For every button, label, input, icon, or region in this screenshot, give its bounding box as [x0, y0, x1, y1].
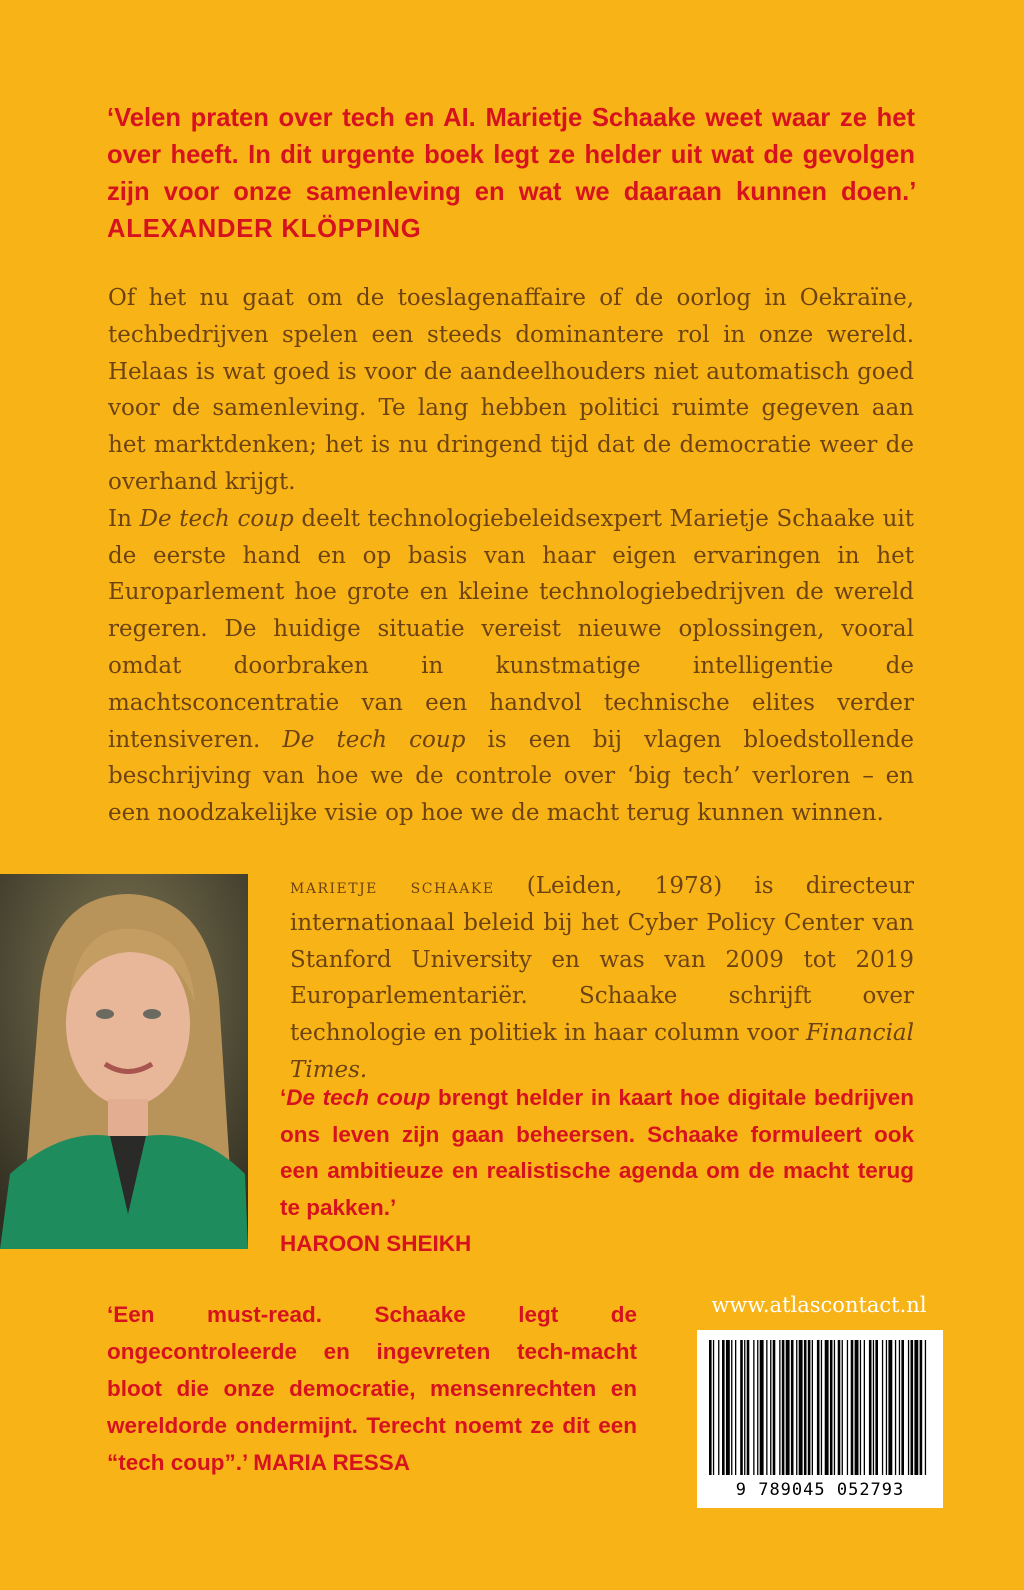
description-text-2: is een bij vlagen bloedstollende beschrijving van hoe we de controle over ‘big tech’ verloren – en een noodzakelijke visie op hoe we de macht terug kunnen winnen.	[108, 726, 915, 827]
middle-quote-author: HAROON SHEIKH	[280, 1231, 472, 1256]
publisher-url: www.atlascontact.nl	[711, 1293, 927, 1317]
middle-quote	[280, 1080, 914, 1263]
quote-open-mark: ‘	[280, 1085, 287, 1110]
book-title-italic: De tech coup	[139, 505, 294, 532]
description-paragraph-2	[108, 501, 914, 832]
author-bio	[290, 868, 914, 1089]
barcode-icon	[705, 1340, 935, 1478]
isbn-barcode	[697, 1330, 943, 1508]
bottom-quote	[107, 1296, 637, 1481]
bio-text: (Leiden, 1978) is directeur internationaal beleid bij het Cyber Policy Center van Stanford University en was van 2009 tot 2019 Europarlementariër. Schaake schrijft over technologie en politiek in haar column voor	[290, 873, 914, 1047]
middle-quote-text: brengt helder in kaart hoe digitale bedrijven ons leven zijn gaan beheersen. Schaake formuleert ook een ambitieuze en realistische agenda om de macht terug te pakken.’	[280, 1085, 914, 1220]
description-text: deelt technologiebeleidsexpert Marietje Schaake uit de eerste hand en op basis van haar eigen ervaringen in het Europarlement hoe grote en kleine technologiebedrijven de wereld regeren. De huidige situatie vereist nieuwe oplossingen, vooral omdat doorbraken in kunstmatige intelligentie de machtsconcentratie van een handvol technische elites verder intensiveren.	[108, 505, 915, 753]
description-paragraph-1: Of het nu gaat om de toeslagenaffaire of de oorlog in Oekraïne, techbedrijven spelen een steeds dominantere rol in onze wereld. Helaas is wat goed is voor de aandeelhouders niet automatisch goed voor de samenleving. Te lang hebben politici ruimte gegeven aan het marktdenken; het is nu dringend tijd dat de democratie weer de overhand krijgt.	[108, 285, 914, 495]
bottom-quote-author: MARIA RESSA	[253, 1450, 410, 1475]
top-quote-author: ALEXANDER KLÖPPING	[107, 215, 422, 243]
description-prefix: In	[108, 505, 132, 532]
bio-publication: Financial Times.	[290, 1020, 914, 1083]
author-name: marietje schaake	[290, 874, 495, 898]
bottom-quote-text: ‘Een must-read. Schaake legt de ongecontroleerde en ingevreten tech-macht bloot die onze democratie, mensenrechten en wereldorde ondermijnt. Terecht noemt ze dit een “tech coup”.’	[107, 1302, 637, 1475]
book-title-italic: De tech coup	[282, 726, 466, 753]
top-quote	[107, 100, 915, 248]
isbn-number: 9 789045 052793	[735, 1480, 905, 1500]
author-photo	[0, 874, 248, 1249]
book-description	[108, 280, 914, 832]
top-quote-text: ‘Velen praten over tech en AI. Marietje Schaake weet waar ze het over heeft. In dit urgente boek legt ze helder uit wat de gevolgen zijn voor onze samenleving en wat we daaraan kunnen doen.’	[107, 104, 915, 206]
quote-book-title: De tech coup	[286, 1085, 431, 1110]
